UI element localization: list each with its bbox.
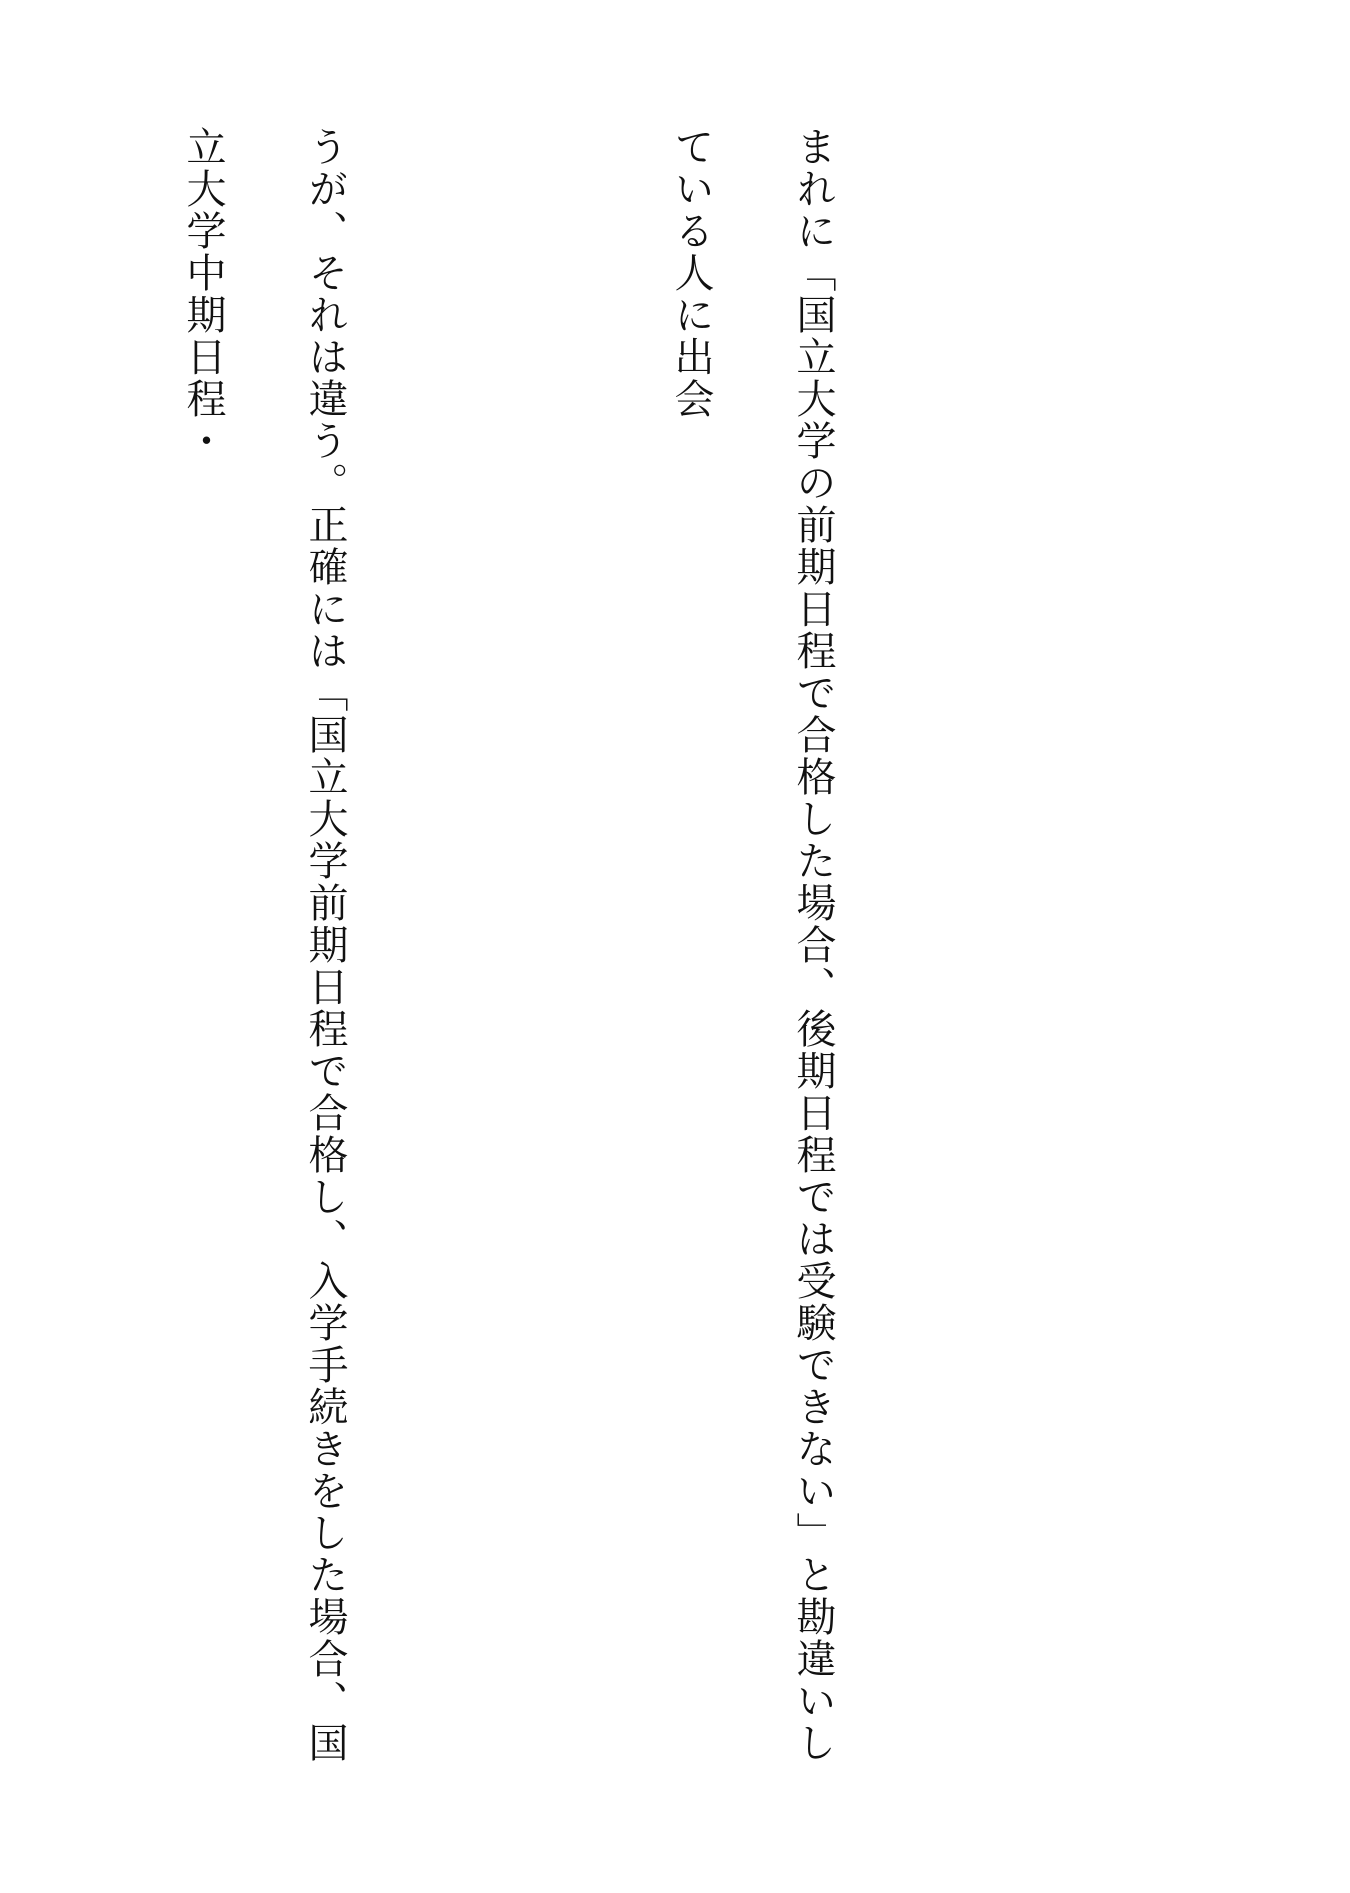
text-line-2: うが、それは違う。正確には「国立大学前期日程で合格し、入学手続きをした場合、国立大学中期日程・ xyxy=(180,126,348,1764)
text-line-1: まれに「国立大学の前期日程で合格した場合、後期日程では受験できない」と勘違いしている人に出会 xyxy=(668,126,836,1764)
vertical-text-body xyxy=(0,126,1118,1766)
